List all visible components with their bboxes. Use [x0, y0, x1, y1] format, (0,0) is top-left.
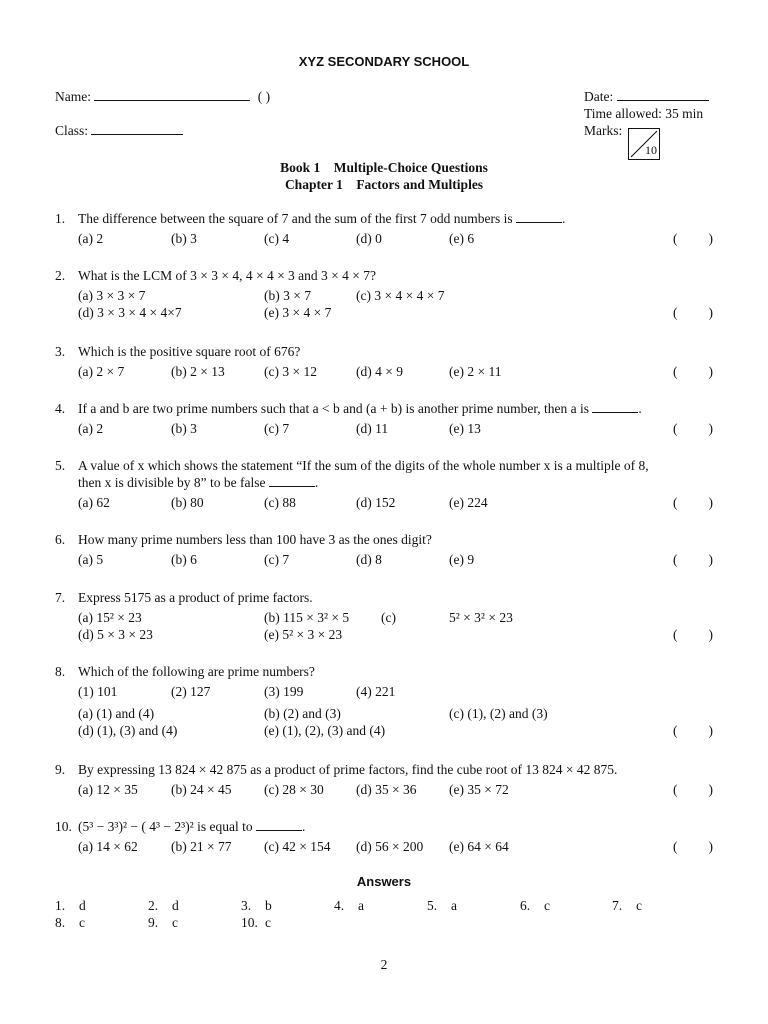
question-number: 8. [55, 664, 66, 679]
question-number: 10. [55, 819, 72, 834]
option-c[interactable]: (c) (1), (2) and (3) [449, 706, 548, 721]
answer-9: 9. c [148, 915, 178, 930]
option-e[interactable]: (e) 6 [449, 231, 475, 246]
option-e[interactable]: (e) (1), (2), (3) and (4) [264, 723, 386, 738]
option-a[interactable]: (a) 2 × 7 [78, 364, 125, 379]
option-d[interactable]: (d) 4 × 9 [356, 364, 403, 379]
question-6: 6. How many prime numbers less than 100 have 3 as the ones digit? (a) 5 (b) 6 (c) 7 (d) 8 (e) 9 ( ) [55, 532, 713, 567]
question-text-continued: then x is divisible by 8” to be false [78, 475, 266, 490]
option-c[interactable]: (c) 3 × 4 × 4 × 7 [356, 288, 445, 303]
marks-label: Marks: [584, 123, 623, 138]
question-text: The difference between the square of 7 and the sum of the first 7 odd numbers is [78, 211, 513, 226]
question-1: 1. The difference between the square of 7 and the sum of the first 7 odd numbers is . (a) 2 (b) 3 (c) 4 (d) 0 (e) 6 ( ) [55, 211, 713, 246]
option-c[interactable]: (c) 4 [264, 231, 290, 246]
date-label: Date: [584, 89, 614, 104]
question-4: 4. If a and b are two prime numbers such that a < b and (a + b) is another prime number, then a is . (a) 2 (b) 3 (c) 7 (d) 11 (e) 13 ( ) [55, 401, 713, 436]
option-b[interactable]: (b) 3 [171, 231, 197, 246]
option-b[interactable]: (b) 2 × 13 [171, 364, 225, 379]
answer-blank [256, 819, 302, 831]
option-c[interactable]: (c) 7 [264, 552, 290, 567]
answer-2: 2. d [148, 898, 179, 913]
marks-total: 10 [645, 143, 657, 157]
option-d[interactable]: (d) 11 [356, 421, 389, 436]
option-e[interactable]: (e) 13 [449, 421, 481, 436]
question-text: What is the LCM of 3 × 3 × 4, 4 × 4 × 3 and 3 × 4 × 7? [78, 268, 377, 283]
option-a[interactable]: (a) 12 × 35 [78, 782, 138, 797]
option-a[interactable]: (a) 15² × 23 [78, 610, 142, 625]
option-a[interactable]: (a) 2 [78, 421, 104, 436]
option-a[interactable]: (a) (1) and (4) [78, 706, 155, 721]
option-c-value[interactable]: 5² × 3² × 23 [449, 610, 513, 625]
question-number: 6. [55, 532, 66, 547]
question-9: 9. By expressing 13 824 × 42 875 as a product of prime factors, find the cube root of 13 824 × 42 875. (a) 12 × 35 (b) 24 × 45 (c) 28 × 30 (d) 35 × 36 (e) 35 × 72 ( ) [55, 762, 713, 797]
option-e[interactable]: (e) 2 × 11 [449, 364, 502, 379]
answer-1: 1. d [55, 898, 86, 913]
option-e[interactable]: (e) 224 [449, 495, 488, 510]
date-field [584, 89, 709, 105]
option-c[interactable]: (c) 42 × 154 [264, 839, 331, 854]
question-text: Which is the positive square root of 676? [78, 344, 301, 359]
question-text: By expressing 13 824 × 42 875 as a product of prime factors, find the cube root of 13 824 × 42 875. [78, 762, 618, 777]
question-text: Express 5175 as a product of prime factors. [78, 590, 313, 605]
option-c[interactable]: (c) [381, 610, 396, 625]
question-number: 5. [55, 458, 66, 473]
time-allowed: Time allowed: 35 min [584, 106, 704, 121]
option-d[interactable]: (d) 0 [356, 231, 382, 246]
option-c[interactable]: (c) 88 [264, 495, 296, 510]
class-label: Class: [55, 123, 89, 138]
answer-8: 8. c [55, 915, 85, 930]
option-d[interactable]: (d) 8 [356, 552, 382, 567]
question-8: 8. Which of the following are prime numbers? (1) 101 (2) 127 (3) 199 (4) 221 (a) (1) and (4) (b) (2) and (3) (c) (1), (2) and (3) (d) (1), (3) and (4) (e) (1), (2), (3) and (4) ( ) [55, 664, 713, 738]
item-4: (4) 221 [356, 684, 396, 699]
question-text: If a and b are two prime numbers such that a < b and (a + b) is another prime number, then a is [78, 401, 590, 416]
answer-10: 10. c [241, 915, 271, 930]
option-a[interactable]: (a) 14 × 62 [78, 839, 138, 854]
option-b[interactable]: (b) 24 × 45 [171, 782, 232, 797]
answer-4: 4. a [334, 898, 364, 913]
date-input-line[interactable] [617, 89, 709, 101]
register-number-paren: ( ) [257, 89, 271, 104]
option-a[interactable]: (a) 3 × 3 × 7 [78, 288, 146, 303]
school-title: XYZ SECONDARY SCHOOL [298, 54, 470, 69]
option-b[interactable]: (b) 3 × 7 [264, 288, 311, 303]
item-2: (2) 127 [171, 684, 211, 699]
option-d[interactable]: (d) 152 [356, 495, 396, 510]
name-field [55, 89, 270, 105]
option-e[interactable]: (e) 35 × 72 [449, 782, 509, 797]
question-text: A value of x which shows the statement “If the sum of the digits of the whole number x is a multiple of 8, [78, 458, 649, 473]
option-a[interactable]: (a) 62 [78, 495, 110, 510]
book-line: Book 1 Multiple-Choice Questions [280, 160, 488, 175]
option-a[interactable]: (a) 5 [78, 552, 104, 567]
option-b[interactable]: (b) (2) and (3) [264, 706, 341, 721]
option-e[interactable]: (e) 9 [449, 552, 475, 567]
option-c[interactable]: (c) 7 [264, 421, 290, 436]
option-c[interactable]: (c) 28 × 30 [264, 782, 324, 797]
class-field [55, 123, 183, 139]
option-a[interactable]: (a) 2 [78, 231, 104, 246]
answers-title: Answers [356, 874, 412, 889]
question-number: 3. [55, 344, 66, 359]
question-number: 2. [55, 268, 66, 283]
option-b[interactable]: (b) 21 × 77 [171, 839, 232, 854]
answer-5: 5. a [427, 898, 457, 913]
chapter-line: Chapter 1 Factors and Multiples [284, 177, 484, 192]
option-d[interactable]: (d) 35 × 36 [356, 782, 417, 797]
option-b[interactable]: (b) 3 [171, 421, 197, 436]
question-3: 3. Which is the positive square root of 676? (a) 2 × 7 (b) 2 × 13 (c) 3 × 12 (d) 4 × 9 (e) 2 × 11 ( ) [55, 344, 713, 379]
question-7: 7. Express 5175 as a product of prime factors. (a) 15² × 23 (b) 115 × 3² × 5 (c) 5² × 3² × 23 (d) 5 × 3 × 23 (e) 5² × 3 × 23 ( ) [55, 590, 713, 642]
question-text: Which of the following are prime numbers? [78, 664, 315, 679]
option-d[interactable]: (d) 3 × 3 × 4 × 4×7 [78, 305, 182, 320]
book-heading [0, 159, 768, 193]
name-label: Name: [55, 89, 91, 104]
option-b[interactable]: (b) 80 [171, 495, 204, 510]
question-text: (5³ − 3³)² − ( 4³ − 2³)² is equal to [78, 819, 253, 834]
answer-blank [592, 401, 638, 413]
answer-blank [516, 211, 562, 223]
question-number: 1. [55, 211, 66, 226]
option-c[interactable]: (c) 3 × 12 [264, 364, 317, 379]
question-text: How many prime numbers less than 100 have 3 as the ones digit? [78, 532, 432, 547]
question-number: 7. [55, 590, 66, 605]
marks-box [628, 128, 660, 160]
question-5: 5. A value of x which shows the statement “If the sum of the digits of the whole number x is a multiple of 8, then x is divisible by 8” to be false . (a) 62 (b) 80 (c) 88 (d) 152 (e) 224 ( ) [55, 458, 713, 510]
option-d[interactable]: (d) 56 × 200 [356, 839, 424, 854]
answer-3: 3. b [241, 898, 272, 913]
option-e[interactable]: (e) 64 × 64 [449, 839, 509, 854]
page-number: 2 [380, 957, 388, 972]
name-input-line[interactable] [94, 89, 250, 101]
option-e[interactable]: (e) 5² × 3 × 23 [264, 627, 343, 642]
item-1: (1) 101 [78, 684, 118, 699]
answer-6: 6. c [520, 898, 550, 913]
question-number: 4. [55, 401, 66, 416]
option-e[interactable]: (e) 3 × 4 × 7 [264, 305, 332, 320]
question-2: 2. What is the LCM of 3 × 3 × 4, 4 × 4 × 3 and 3 × 4 × 7? (a) 3 × 3 × 7 (b) 3 × 7 (c) 3 × 4 × 4 × 7 (d) 3 × 3 × 4 × 4×7 (e) 3 × 4 × 7 ( ) [55, 268, 713, 320]
question-10: 10. (5³ − 3³)² − ( 4³ − 2³)² is equal to . (a) 14 × 62 (b) 21 × 77 (c) 42 × 154 (d) 56 × 200 (e) 64 × 64 ( ) [55, 819, 713, 854]
option-d[interactable]: (d) 5 × 3 × 23 [78, 627, 153, 642]
option-b[interactable]: (b) 6 [171, 552, 197, 567]
class-input-line[interactable] [91, 123, 183, 135]
option-b[interactable]: (b) 115 × 3² × 5 [264, 610, 350, 625]
question-number: 9. [55, 762, 66, 777]
answer-7: 7. c [612, 898, 642, 913]
item-3: (3) 199 [264, 684, 304, 699]
answer-blank [269, 475, 315, 487]
option-d[interactable]: (d) (1), (3) and (4) [78, 723, 178, 738]
